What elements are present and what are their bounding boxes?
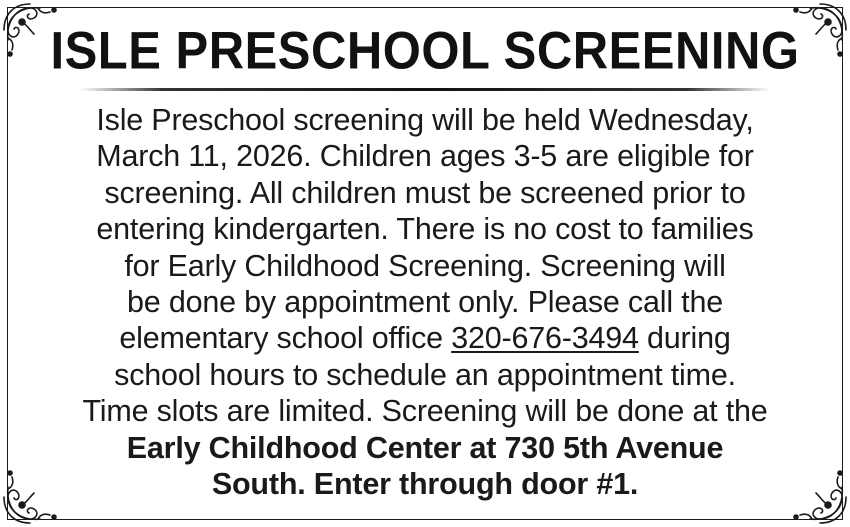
body-line: school hours to schedule an appointment time.	[114, 357, 736, 392]
phone-number-link[interactable]: 320-676-3494	[451, 321, 639, 356]
notice-title: ISLE PRESCHOOL SCREENING	[50, 21, 800, 81]
body-line-phone	[20, 320, 830, 356]
notice-body	[20, 102, 830, 502]
body-line: Time slots are limited. Screening will be done at the	[82, 394, 768, 429]
phone-line-after: during	[638, 321, 731, 356]
location-line: South. Enter through door #1.	[211, 467, 639, 502]
body-line: entering kindergarten. There is no cost to families	[96, 212, 754, 247]
phone-line-before: elementary school office	[119, 321, 452, 356]
body-line: be done by appointment only. Please call the	[127, 285, 723, 320]
location-line: Early Childhood Center at 730 5th Avenue	[126, 430, 724, 465]
body-line: March 11, 2026. Children ages 3-5 are eligible for	[96, 139, 754, 174]
body-line: for Early Childhood Screening. Screening will	[124, 248, 726, 283]
body-line: screening. All children must be screened prior to	[104, 175, 746, 210]
title-divider	[80, 88, 770, 91]
body-line: Isle Preschool screening will be held Wednesday,	[96, 103, 754, 137]
